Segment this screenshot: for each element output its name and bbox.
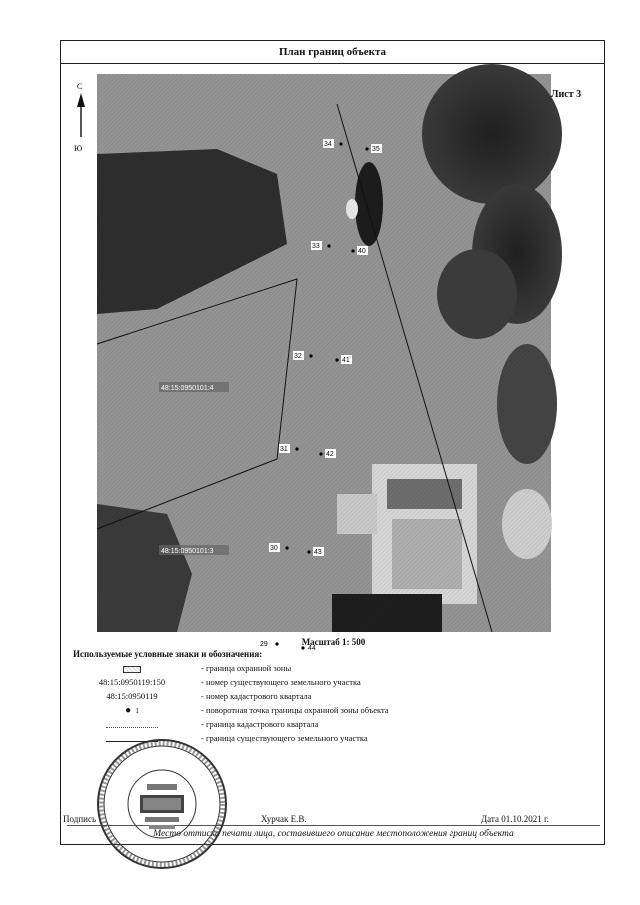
- legend-title: Используемые условные знаки и обозначения:: [73, 649, 263, 659]
- svg-text:33: 33: [312, 243, 320, 250]
- document-date: Дата 01.10.2021 г.: [481, 814, 549, 824]
- turning-point-dot-icon: ●: [125, 705, 132, 716]
- legend-text: - поворотная точка границы охранной зоны объекта: [201, 705, 389, 715]
- svg-text:48:15:0950101:3: 48:15:0950101:3: [161, 548, 214, 555]
- sheet-number: Лист 3: [551, 89, 582, 100]
- legend-text: - граница кадастрового квартала: [201, 719, 319, 729]
- legend-text: - номер существующего земельного участка: [201, 677, 361, 687]
- signer-name: Хурчак Е.В.: [261, 814, 307, 824]
- svg-text:35: 35: [372, 146, 380, 153]
- compass-south: Ю: [74, 144, 83, 153]
- svg-text:41: 41: [342, 357, 350, 364]
- north-arrow-icon: [74, 81, 88, 153]
- legend-text: - граница существующего земельного участка: [201, 733, 368, 743]
- signature-label: Подпись: [63, 814, 97, 824]
- legend-symbol-text: 48:15:0950119: [106, 691, 158, 701]
- svg-text:43: 43: [314, 549, 322, 556]
- svg-text:40: 40: [358, 248, 366, 255]
- svg-text:31: 31: [280, 446, 288, 453]
- parcel-label: [159, 545, 229, 555]
- legend-symbol-text: 48:15:0950119:150: [98, 677, 166, 687]
- svg-text:42: 42: [326, 451, 334, 458]
- legend-text: - номер кадастрового квартала: [201, 691, 312, 701]
- document-sheet: [60, 40, 605, 845]
- parcel-label: [159, 382, 229, 392]
- document-title: План границ объекта: [61, 41, 604, 64]
- protection-zone-symbol: [123, 666, 141, 673]
- round-stamp-seal: [95, 737, 229, 871]
- svg-text:29: 29: [260, 641, 268, 648]
- svg-text:44: 44: [308, 645, 316, 652]
- map-scale: Масштаб 1: 500: [301, 637, 366, 647]
- svg-text:34: 34: [324, 141, 332, 148]
- legend-symbol-text: 1: [135, 707, 139, 715]
- svg-text:30: 30: [270, 545, 278, 552]
- svg-text:32: 32: [294, 353, 302, 360]
- compass-north: С: [77, 82, 83, 91]
- stamp-place-note: Место оттиска печати лица, составившего описание местоположения границ объекта: [153, 829, 514, 839]
- quarter-boundary-line-icon: [106, 727, 158, 728]
- svg-text:48:15:0950101:4: 48:15:0950101:4: [161, 385, 214, 392]
- legend-text: - граница охранной зоны: [201, 663, 292, 673]
